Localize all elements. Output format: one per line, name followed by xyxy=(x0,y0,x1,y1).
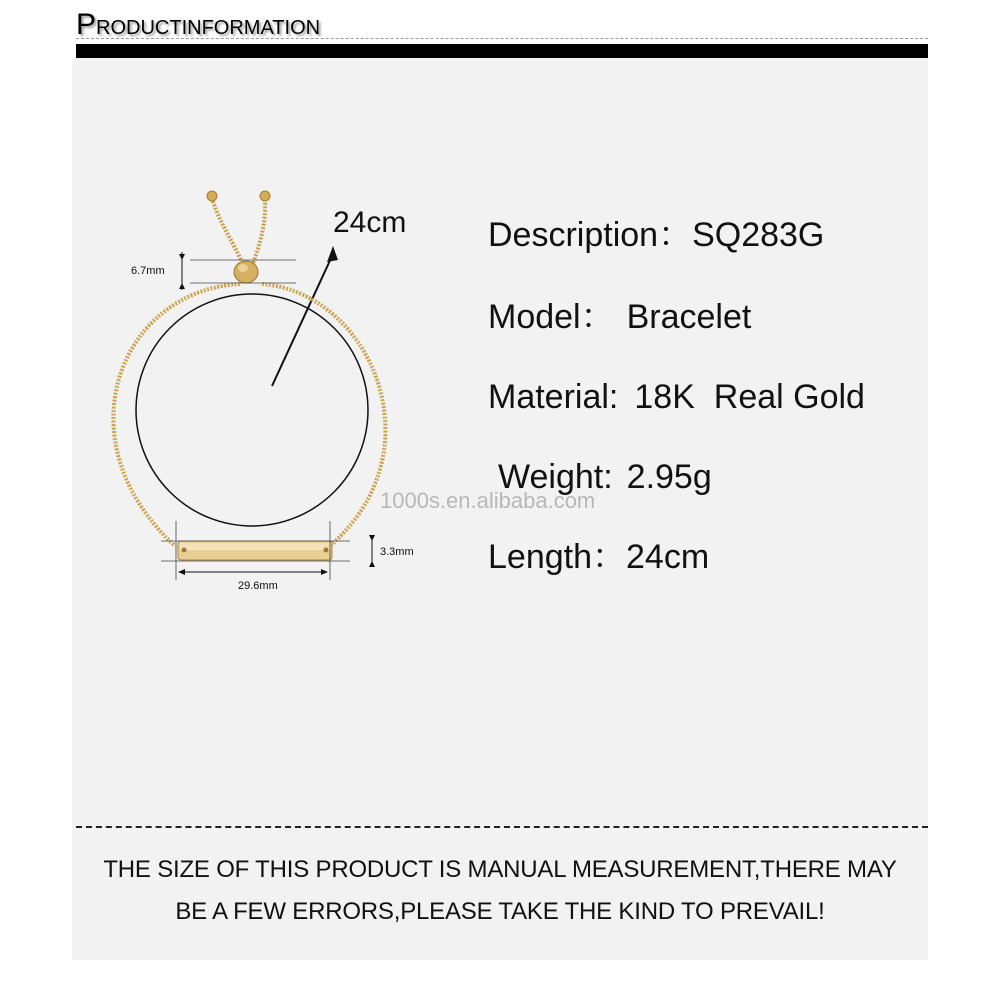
title-rest: RODUCTINFORMATION xyxy=(96,17,321,39)
bar-height-label: 3.3mm xyxy=(380,546,414,558)
bar-width-label: 29.6mm xyxy=(238,580,278,592)
spec-label: Model： xyxy=(488,298,615,336)
slider-bead xyxy=(234,261,258,283)
section-divider xyxy=(76,826,928,828)
wrist-circle xyxy=(136,294,368,526)
spec-material xyxy=(488,380,865,414)
bracelet-chain xyxy=(113,284,385,546)
spec-value: 18K Real Gold xyxy=(634,378,865,416)
spec-weight xyxy=(498,460,712,494)
chain-tail-left xyxy=(212,198,244,266)
bead-left xyxy=(207,191,217,201)
watermark: 1000s.en.alibaba.com xyxy=(380,488,596,513)
circumference-arrow xyxy=(272,254,333,386)
notice-line-1: THE SIZE OF THIS PRODUCT IS MANUAL MEASUREMENT,THERE MAY xyxy=(103,856,897,883)
spec-model xyxy=(488,300,751,334)
spec-label: Description： xyxy=(488,216,693,254)
spec-label: Weight: xyxy=(498,458,613,496)
chain-tail-right xyxy=(252,198,265,266)
spec-value: Bracelet xyxy=(626,298,752,336)
spec-value: SQ283G xyxy=(692,216,825,254)
slider-height-label: 6.7mm xyxy=(131,265,165,277)
notice-line-2: BE A FEW ERRORS,PLEASE TAKE THE KIND TO PREVAIL! xyxy=(175,898,825,925)
circumference-label: 24cm xyxy=(333,206,407,239)
bracelet-chain-highlight xyxy=(113,284,385,546)
spec-value: 24cm xyxy=(626,538,710,576)
spec-length xyxy=(488,540,709,574)
bead-right xyxy=(260,191,270,201)
spec-label: Length： xyxy=(488,538,626,576)
title-initial: P xyxy=(76,8,97,41)
spec-description xyxy=(488,218,824,252)
spec-label: Material: xyxy=(488,378,619,416)
arrow-head xyxy=(327,246,338,262)
spec-value: 2.95g xyxy=(626,458,712,496)
